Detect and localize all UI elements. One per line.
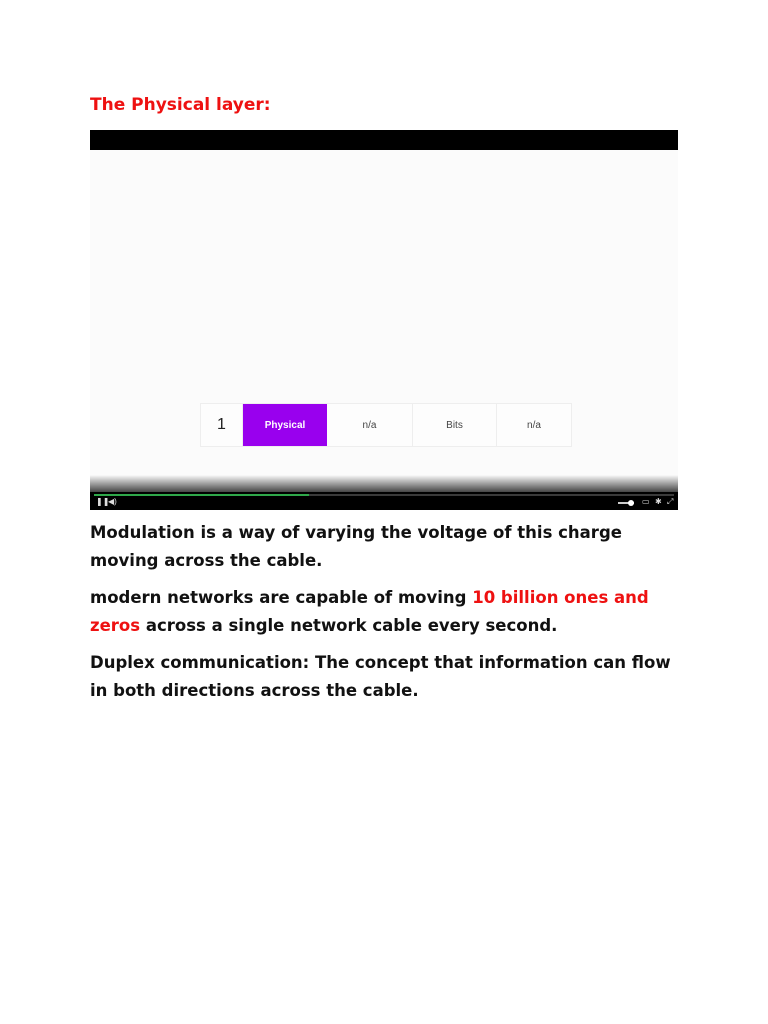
- captions-icon[interactable]: ▭: [642, 497, 650, 506]
- speed-text-before: modern networks are capable of moving: [90, 588, 473, 607]
- paragraph-modulation: Modulation is a way of varying the voltage of this charge moving across the cable.: [90, 523, 622, 570]
- volume-icon[interactable]: ◀): [108, 497, 117, 506]
- speed-highlight: 10 billion ones and zeros: [90, 588, 649, 635]
- layer-cell-5: n/a: [527, 419, 541, 431]
- settings-icon[interactable]: ✱: [655, 497, 662, 506]
- pause-icon[interactable]: ❚❚: [96, 497, 110, 506]
- paragraph-network-speed: [90, 584, 690, 640]
- progress-fill: [94, 494, 309, 496]
- fullscreen-icon[interactable]: ⤢: [667, 497, 674, 506]
- video-controls: [90, 492, 678, 510]
- volume-knob[interactable]: [628, 500, 634, 506]
- speed-text-after: across a single network cable every second.: [140, 616, 558, 635]
- video-player[interactable]: [90, 130, 678, 510]
- video-top-bar: [90, 130, 678, 150]
- layer-number: 1: [201, 404, 243, 446]
- layer-cell-4: Bits: [413, 404, 497, 446]
- paragraph-duplex: Duplex communication: The concept that information can flow in both directions across the cable.: [90, 653, 671, 700]
- layer-cell-3: n/a: [327, 404, 413, 446]
- layer-name: Physical: [243, 404, 327, 446]
- osi-layer-row: [200, 403, 572, 447]
- progress-bar[interactable]: [94, 494, 674, 496]
- section-heading: The Physical layer:: [90, 95, 271, 115]
